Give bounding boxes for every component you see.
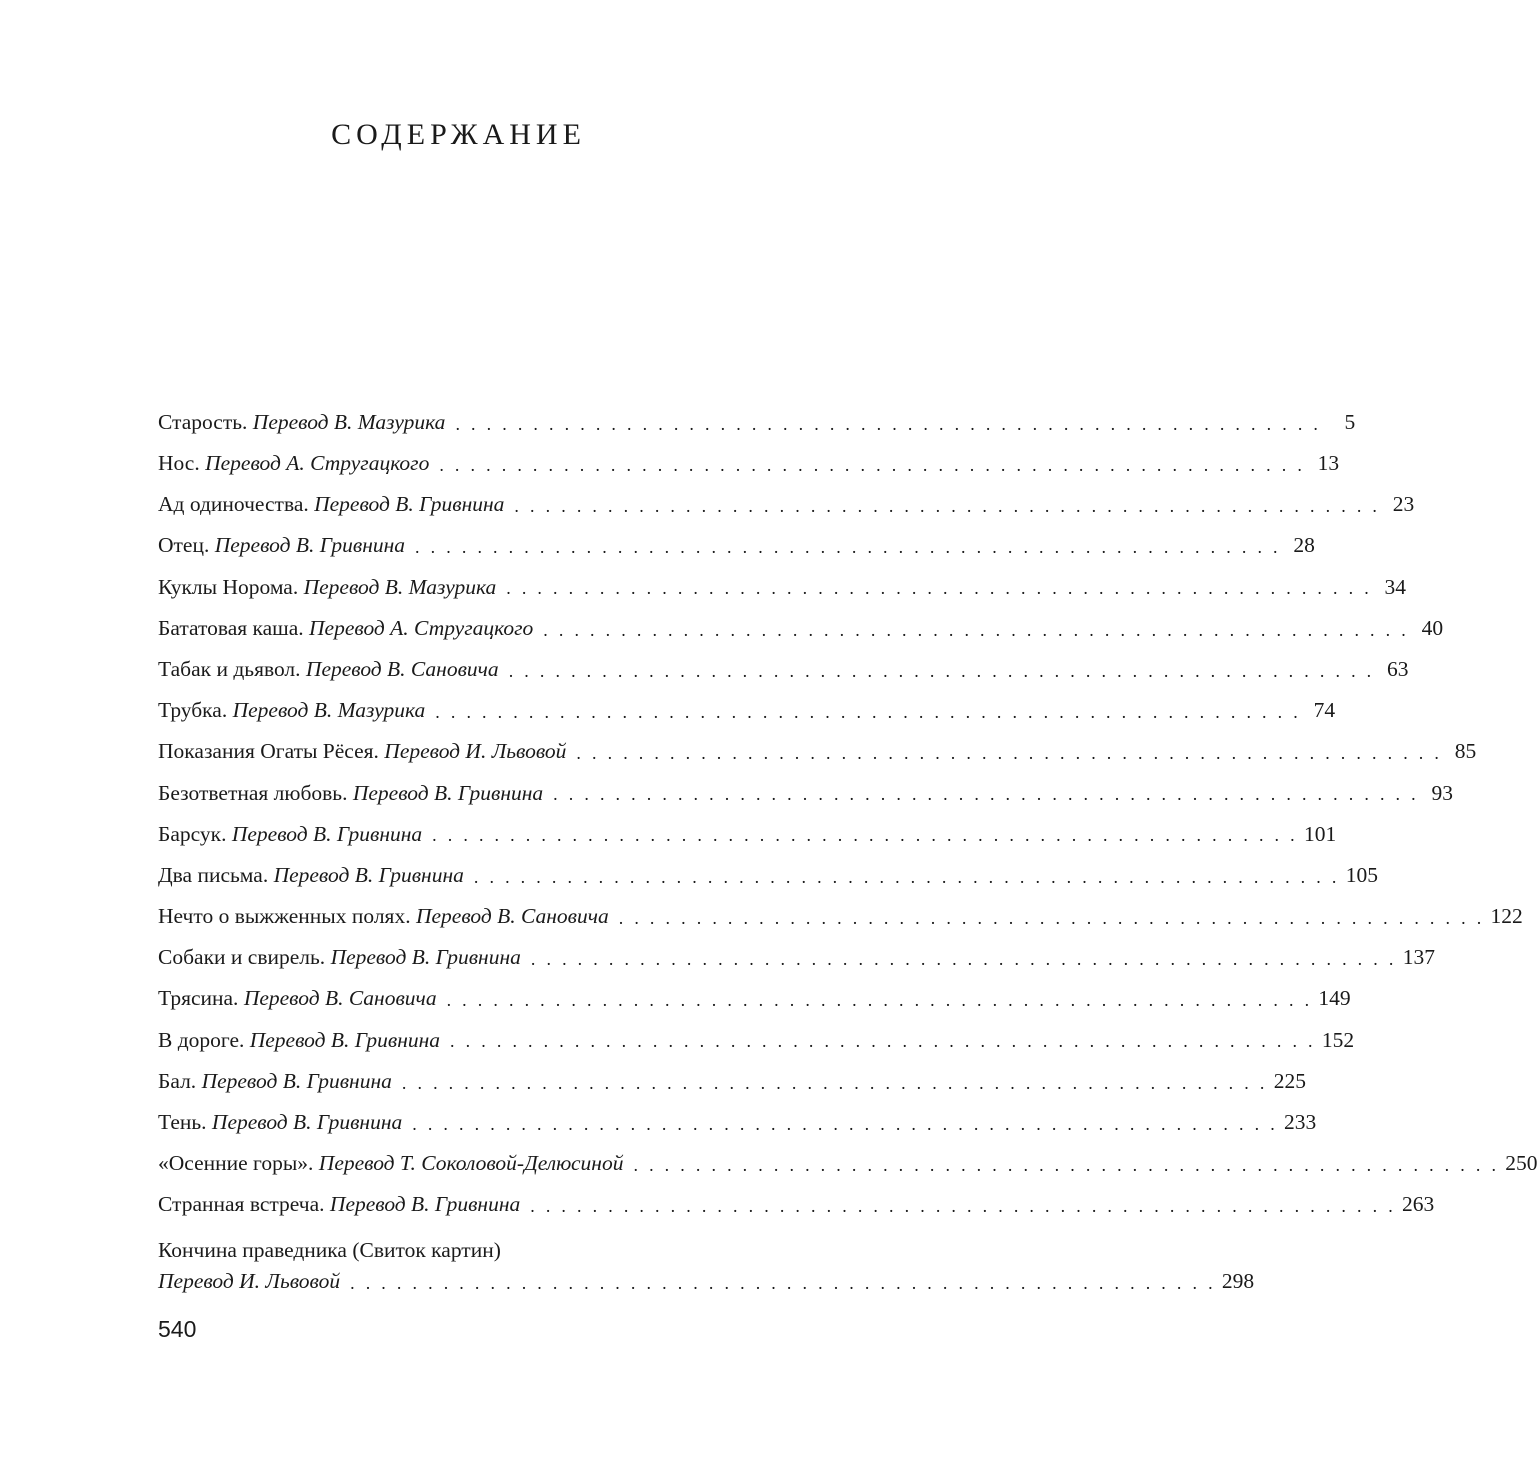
entry-page-number: 28: [1293, 533, 1315, 558]
entry-title: Барсук.: [158, 821, 227, 846]
entry-translator: Перевод В. Гривнина: [330, 945, 521, 970]
entry-translator: Перевод И. Львовой: [384, 739, 567, 764]
dot-leader: . . . . . . . . . . . . . . . . . . . . . . . . . . . . . . . . . . . . . . . . . . . . . . . . . . . . . . . .: [618, 907, 1485, 928]
dot-leader: . . . . . . . . . . . . . . . . . . . . . . . . . . . . . . . . . . . . . . . . . . . . . . . . . . . . . . . .: [633, 1154, 1500, 1175]
entry-translator: Перевод А. Стругацкого: [205, 451, 430, 476]
entry-page-number: 250: [1505, 1151, 1538, 1176]
entry-page-number: 74: [1313, 698, 1336, 723]
entry-title: Бататовая каша.: [158, 615, 304, 640]
entry-translator: Перевод В. Гривнина: [352, 780, 544, 805]
entry-translator: Перевод Т. Соколовой-Делюсиной: [318, 1151, 624, 1176]
dot-leader: . . . . . . . . . . . . . . . . . . . . . . . . . . . . . . . . . . . . . . . . . . . . . . . . . . . . . . . .: [432, 825, 1298, 846]
dot-leader: . . . . . . . . . . . . . . . . . . . . . . . . . . . . . . . . . . . . . . . . . . . . . . . . . . . . . . . .: [435, 701, 1302, 722]
entry-title: В дороге.: [158, 1027, 245, 1052]
toc-entry: [158, 1185, 1435, 1226]
entry-translator: Перевод В. Мазурика: [303, 574, 497, 599]
toc-entry: [158, 1061, 1306, 1102]
entry-translator: Перевод В. Гривнина: [231, 821, 423, 846]
entry-translator: Перевод В. Гривнина: [314, 492, 505, 517]
entry-title: Старость.: [158, 409, 248, 434]
entry-title: Тень.: [158, 1110, 207, 1135]
entry-page-number: 137: [1402, 945, 1435, 970]
entry-page-number: 298: [1221, 1269, 1255, 1293]
toc-entry: [158, 1143, 1538, 1184]
dot-leader: . . . . . . . . . . . . . . . . . . . . . . . . . . . . . . . . . . . . . . . . . . . . . . . . . . . . . . . .: [514, 495, 1381, 516]
toc-entry: [158, 814, 1337, 855]
entry-page-number: 23: [1392, 492, 1415, 517]
table-of-contents: [158, 402, 1538, 1299]
toc-entry: [158, 937, 1435, 978]
entry-translator: Перевод В. Сановича: [243, 986, 437, 1011]
toc-entry: [158, 979, 1351, 1020]
dot-leader: . . . . . . . . . . . . . . . . . . . . . . . . . . . . . . . . . . . . . . . . . . . . . . . . . . . . . . . .: [530, 949, 1397, 970]
entry-translator: Перевод В. Гривнина: [211, 1110, 403, 1135]
entry-title: Странная встреча.: [158, 1192, 325, 1217]
entry-translator: Перевод В. Гривнина: [273, 862, 464, 887]
dot-leader: . . . . . . . . . . . . . . . . . . . . . . . . . . . . . . . . . . . . . . . . . . . . . . . . . . . . . . . .: [439, 454, 1306, 475]
dot-leader: . . . . . . . . . . . . . . . . . . . . . . . . . . . . . . . . . . . . . . . . . . . . . . . . . . . . . . . .: [450, 1031, 1316, 1052]
dot-leader: . . . . . . . . . . . . . . . . . . . . . . . . . . . . . . . . . . . . . . . . . . . . . . . . . . . . . . . .: [506, 578, 1373, 599]
toc-entry: [158, 608, 1444, 649]
toc-entry: [158, 402, 1356, 443]
dot-leader: . . . . . . . . . . . . . . . . . . . . . . . . . . . . . . . . . . . . . . . . . . . . . . . . . . . . . . . .: [508, 660, 1375, 681]
dot-leader: . . . . . . . . . . . . . . . . . . . . . . . . . . . . . . . . . . . . . . . . . . . . . . . . . . . . . . . .: [530, 1196, 1397, 1217]
entry-page-number: 5: [1344, 409, 1356, 434]
entry-translator: Перевод В. Гривнина: [249, 1027, 441, 1052]
page-title: СОДЕРЖАНИЕ: [331, 118, 586, 151]
toc-entry: [158, 855, 1378, 896]
dot-leader: . . . . . . . . . . . . . . . . . . . . . . . . . . . . . . . . . . . . . . . . . . . . . . . . . . . . . . . .: [350, 1272, 1216, 1293]
entry-translator: Перевод В. Мазурика: [232, 698, 426, 723]
dot-leader: . . . . . . . . . . . . . . . . . . . . . . . . . . . . . . . . . . . . . . . . . . . . . . . . . . . . . . . .: [415, 537, 1281, 558]
dot-leader: . . . . . . . . . . . . . . . . . . . . . . . . . . . . . . . . . . . . . . . . . . . . . . . . . . . . . . . .: [446, 990, 1313, 1011]
toc-entry-last: [158, 1226, 1255, 1299]
entry-page-number: 85: [1454, 739, 1477, 764]
entry-title: Собаки и свирель.: [158, 945, 326, 970]
entry-title: Кончина праведника (Свиток картин): [158, 1237, 501, 1262]
dot-leader: . . . . . . . . . . . . . . . . . . . . . . . . . . . . . . . . . . . . . . . . . . . . . . . . . . . . . . . .: [412, 1113, 1279, 1134]
dot-leader: . . . . . . . . . . . . . . . . . . . . . . . . . . . . . . . . . . . . . . . . . . . . . . . . . . . . . . . .: [553, 784, 1419, 805]
toc-entry: [158, 896, 1523, 937]
entry-page-number: 40: [1421, 615, 1444, 640]
entry-title: «Осенние горы».: [158, 1151, 314, 1176]
folio-page-number: 540: [158, 1316, 197, 1342]
entry-page-number: 233: [1284, 1110, 1317, 1135]
entry-title: Ад одиночества.: [158, 492, 309, 517]
entry-title: Нос.: [158, 451, 200, 476]
toc-entry: [158, 526, 1315, 567]
entry-title: Два письма.: [158, 862, 269, 887]
entry-page-number: 13: [1317, 451, 1340, 476]
entry-title: Нечто о выжженных полях.: [158, 904, 411, 929]
entry-title: Показания Огаты Рёсея.: [158, 739, 379, 764]
entry-translator: Перевод В. Гривнина: [201, 1068, 392, 1093]
entry-page-number: 93: [1431, 780, 1453, 805]
entry-title: Трясина.: [158, 986, 239, 1011]
toc-entry: [158, 484, 1415, 525]
dot-leader: . . . . . . . . . . . . . . . . . . . . . . . . . . . . . . . . . . . . . . . . . . . . . . . . . . . . . . . .: [473, 866, 1340, 887]
toc-entry: [158, 1020, 1355, 1061]
entry-title: Трубка.: [158, 698, 228, 723]
entry-translator: Перевод И. Львовой: [158, 1269, 341, 1293]
dot-leader: . . . . . . . . . . . . . . . . . . . . . . . . . . . . . . . . . . . . . . . . . . . . . . . . . . . . . . . .: [576, 743, 1443, 764]
entry-title: Куклы Норома.: [158, 574, 299, 599]
toc-entry: [158, 443, 1340, 484]
entry-page-number: 263: [1402, 1192, 1435, 1217]
toc-entry: [158, 773, 1453, 814]
entry-title: Отец.: [158, 533, 210, 558]
entry-title: Безответная любовь.: [158, 780, 348, 805]
entry-title: Бал.: [158, 1068, 197, 1093]
dot-leader: . . . . . . . . . . . . . . . . . . . . . . . . . . . . . . . . . . . . . . . . . . . . . . . . . . . . . . . .: [401, 1072, 1268, 1093]
entry-page-number: 105: [1345, 862, 1378, 887]
toc-entry: [158, 649, 1409, 690]
dot-leader: . . . . . . . . . . . . . . . . . . . . . . . . . . . . . . . . . . . . . . . . . . . . . . . . . . . . . . . .: [543, 619, 1410, 640]
entry-page-number: 122: [1490, 904, 1523, 929]
entry-translator: Перевод А. Стругацкого: [309, 615, 534, 640]
toc-entry: [158, 690, 1336, 731]
entry-title: Табак и дьявол.: [158, 656, 301, 681]
entry-translator: Перевод В. Гривнина: [329, 1192, 521, 1217]
entry-translator: Перевод В. Сановича: [305, 656, 499, 681]
entry-translator: Перевод В. Мазурика: [252, 409, 446, 434]
toc-entry: [158, 1102, 1317, 1143]
entry-translator: Перевод В. Сановича: [415, 904, 609, 929]
toc-entry: [158, 732, 1477, 773]
entry-translator: Перевод В. Гривнина: [214, 533, 406, 558]
dot-leader: . . . . . . . . . . . . . . . . . . . . . . . . . . . . . . . . . . . . . . . . . . . . . . . . . . . . . . . .: [455, 413, 1322, 434]
entry-page-number: 34: [1384, 574, 1407, 599]
entry-page-number: 149: [1318, 986, 1351, 1011]
toc-entry: [158, 567, 1407, 608]
entry-page-number: 63: [1387, 656, 1409, 681]
entry-page-number: 152: [1321, 1027, 1355, 1052]
entry-page-number: 225: [1273, 1068, 1306, 1093]
entry-page-number: 101: [1303, 821, 1337, 846]
